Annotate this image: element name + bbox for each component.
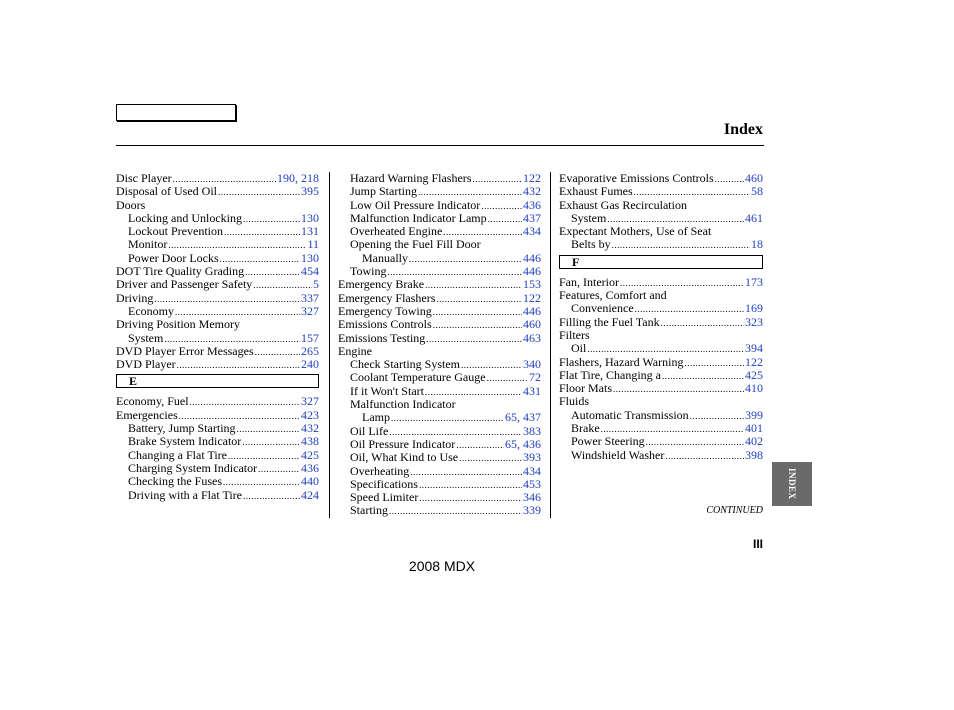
index-entry [116, 265, 319, 278]
page-link[interactable]: 436 [301, 460, 319, 475]
page-link[interactable]: 173 [745, 274, 763, 289]
leader-dots [436, 293, 522, 306]
page-link[interactable]: 18 [751, 237, 763, 252]
leader-dots [433, 306, 522, 319]
page-link[interactable]: 11 [307, 237, 319, 252]
index-entry [116, 489, 319, 502]
page-link[interactable]: 190, 218 [277, 171, 319, 185]
entry-text: Hazard Warning Flashers [350, 171, 472, 185]
section-header: F [559, 255, 763, 269]
page-link[interactable]: 463 [523, 330, 541, 345]
index-entry [338, 504, 541, 517]
page-link[interactable]: 393 [523, 450, 541, 465]
entry-text: Power Steering [571, 434, 645, 449]
index-entry [559, 409, 763, 422]
index-entry [338, 451, 541, 464]
leader-dots [258, 463, 300, 476]
entry-text: Automatic Transmission [571, 407, 689, 422]
entry-text: Flashers, Hazard Warning [559, 354, 684, 369]
index-entry [338, 398, 541, 411]
index-entry [338, 425, 541, 438]
index-entry [559, 329, 763, 342]
page-link[interactable]: 446 [523, 264, 541, 279]
leader-dots [190, 396, 300, 409]
index-entry [116, 278, 319, 291]
index-entry [559, 369, 763, 382]
entry-text: Oil Pressure Indicator [350, 436, 456, 451]
entry-text: Fan, Interior [559, 274, 619, 289]
entry-text: Locking and Unlocking [128, 210, 242, 225]
entry-text: Starting [350, 503, 388, 518]
index-column-1 [116, 172, 319, 502]
entry-text: Manually [362, 250, 408, 265]
index-entry [559, 276, 763, 289]
page-link[interactable]: 131 [301, 224, 319, 239]
index-entry [338, 305, 541, 318]
entry-text: Overheated Engine [350, 224, 443, 239]
page-link[interactable]: 65, 436 [505, 436, 541, 451]
entry-text: Features, Comfort and [559, 288, 667, 303]
page-link[interactable]: 72 [529, 370, 541, 385]
entry-text: DVD Player [116, 357, 176, 372]
entry-text: Oil, What Kind to Use [350, 450, 459, 465]
page-link[interactable]: 157 [301, 330, 319, 345]
index-entry [559, 172, 763, 185]
entry-text: Low Oil Pressure Indicator [350, 197, 481, 212]
index-entry [338, 385, 541, 398]
entry-text: Economy, Fuel [116, 394, 189, 409]
index-entry [559, 212, 763, 225]
leader-dots [487, 372, 528, 385]
index-entry [338, 172, 541, 185]
leader-dots [410, 466, 522, 479]
page-link[interactable]: 440 [301, 474, 319, 489]
page-link[interactable]: 461 [745, 210, 763, 225]
page-link[interactable]: 424 [301, 487, 319, 502]
entry-text: Monitor [128, 237, 168, 252]
entry-text: Checking the Fuses [128, 474, 222, 489]
entry-text: Emissions Controls [338, 317, 432, 332]
index-entry [116, 212, 319, 225]
leader-dots [243, 213, 300, 226]
entry-text: Brake System Indicator [128, 434, 242, 449]
footer-model: 2008 MDX [408, 558, 476, 574]
index-entry [559, 302, 763, 315]
entry-text: Coolant Temperature Gauge [350, 370, 486, 385]
entry-text: Battery, Jump Starting [128, 421, 236, 436]
index-entry [338, 345, 541, 358]
leader-dots [426, 333, 522, 346]
leader-dots [243, 490, 300, 503]
page-link[interactable]: 434 [523, 463, 541, 478]
leader-dots [456, 439, 504, 452]
entry-text: Emergency Towing [338, 303, 432, 318]
index-entry [559, 342, 763, 355]
entry-text: Lamp [362, 410, 390, 425]
index-entry [338, 278, 541, 291]
index-side-tab[interactable] [772, 462, 812, 506]
page-link[interactable]: 5 [313, 277, 319, 292]
page-link[interactable]: 438 [301, 434, 319, 449]
entry-text: DVD Player Error Messages [116, 343, 254, 358]
index-entry [116, 475, 319, 488]
entry-text: System [128, 330, 164, 345]
entry-text: Disc Player [116, 171, 172, 185]
entry-text: Doors [116, 197, 146, 212]
entry-text: Driver and Passenger Safety [116, 277, 253, 292]
index-entry [116, 185, 319, 198]
page-link[interactable]: 240 [301, 357, 319, 372]
leader-dots [255, 346, 300, 359]
page-link[interactable]: 446 [523, 303, 541, 318]
index-entry [116, 435, 319, 448]
page-link[interactable]: 453 [523, 476, 541, 491]
entry-text: Power Door Locks [128, 250, 219, 265]
page-link[interactable]: 327 [301, 394, 319, 409]
index-entry [559, 356, 763, 369]
leader-dots [472, 173, 522, 186]
index-entry [116, 409, 319, 422]
index-entry [559, 382, 763, 395]
leader-dots [459, 452, 522, 465]
leader-dots [613, 383, 744, 396]
index-entry [116, 462, 319, 475]
leader-dots [154, 293, 300, 306]
page-link[interactable]: 153 [523, 277, 541, 292]
leader-dots [488, 213, 522, 226]
page-link[interactable]: 169 [745, 301, 763, 316]
entry-text: Check Starting System [350, 357, 460, 372]
column-divider-2 [550, 172, 551, 518]
index-entry [116, 395, 319, 408]
page-link[interactable]: 327 [301, 303, 319, 318]
entry-text: Belts by [571, 237, 611, 252]
page-link[interactable]: 130 [301, 210, 319, 225]
index-entry [338, 465, 541, 478]
entry-text: Driving with a Flat Tire [128, 487, 243, 502]
leader-dots [425, 279, 522, 292]
entry-text: Windshield Washer [571, 447, 665, 462]
index-entry [338, 199, 541, 212]
entry-text: Towing [350, 264, 387, 279]
page-link[interactable]: 454 [301, 264, 319, 279]
page-link[interactable]: 460 [523, 317, 541, 332]
index-entry [338, 478, 541, 491]
entry-text: DOT Tire Quality Grading [116, 264, 245, 279]
leader-dots [224, 226, 300, 239]
index-entry [559, 449, 763, 462]
index-entry [338, 371, 541, 384]
entry-text: Emergency Brake [338, 277, 425, 292]
index-entry [116, 345, 319, 358]
entry-text: Overheating [350, 463, 410, 478]
index-entry [116, 225, 319, 238]
index-entry [559, 435, 763, 448]
entry-text: Exhaust Gas Recirculation [559, 197, 687, 212]
entry-text: Malfunction Indicator [350, 397, 456, 412]
page-link[interactable]: 436 [523, 197, 541, 212]
index-entry [116, 238, 319, 251]
entry-text: Speed Limiter [350, 490, 419, 505]
page-link[interactable]: 410 [745, 381, 763, 396]
index-entry [338, 292, 541, 305]
index-entry [338, 358, 541, 371]
leader-dots [690, 410, 744, 423]
leader-dots [245, 266, 300, 279]
index-entry [559, 316, 763, 329]
index-entry [559, 395, 763, 408]
leader-dots [419, 479, 522, 492]
page-link[interactable]: 425 [745, 367, 763, 382]
page-link[interactable]: 402 [745, 434, 763, 449]
page-link[interactable]: 265 [301, 343, 319, 358]
entry-text: Floor Mats [559, 381, 613, 396]
entry-text: Filling the Fuel Tank [559, 314, 660, 329]
entry-text: Driving [116, 290, 154, 305]
leader-dots [662, 370, 744, 383]
index-entry [338, 318, 541, 331]
leader-dots [612, 239, 750, 252]
index-entry [338, 185, 541, 198]
leader-dots [684, 357, 744, 370]
entry-text: Expectant Mothers, Use of Seat [559, 224, 712, 239]
entry-text: Specifications [350, 476, 418, 491]
page-link[interactable]: 122 [745, 354, 763, 369]
continued-label: CONTINUED [706, 505, 763, 516]
index-entry [116, 449, 319, 462]
index-column-2 [338, 172, 541, 518]
entry-text: Economy [128, 303, 174, 318]
index-entry [338, 332, 541, 345]
leader-dots [177, 359, 300, 372]
page-link[interactable]: 394 [745, 341, 763, 356]
page-link[interactable]: 423 [301, 407, 319, 422]
page-link[interactable]: 401 [745, 421, 763, 436]
leader-dots [242, 436, 300, 449]
page-link[interactable]: 432 [523, 184, 541, 199]
index-entry [116, 422, 319, 435]
index-entry [116, 172, 319, 185]
entry-text: Lockout Prevention [128, 224, 223, 239]
index-entry [116, 199, 319, 212]
index-entry [116, 252, 319, 265]
index-entry [338, 411, 541, 424]
leader-dots [389, 505, 522, 518]
index-entry [559, 185, 763, 198]
index-entry [116, 305, 319, 318]
index-entry [116, 332, 319, 345]
entry-text: Driving Position Memory [116, 317, 241, 332]
page-link[interactable]: 130 [301, 250, 319, 265]
column-divider-1 [329, 172, 330, 518]
entry-text: System [571, 210, 607, 225]
leader-dots [391, 412, 504, 425]
index-entry [559, 422, 763, 435]
index-entry [116, 318, 319, 331]
leader-dots [409, 253, 522, 266]
page-link[interactable]: 431 [523, 383, 541, 398]
page-link[interactable]: 432 [301, 421, 319, 436]
entry-text: Brake [571, 421, 600, 436]
index-entry [338, 491, 541, 504]
entry-text: Exhaust Fumes [559, 184, 633, 199]
page-link[interactable]: 337 [301, 290, 319, 305]
page-link[interactable]: 346 [523, 490, 541, 505]
section-header: E [116, 374, 319, 388]
index-entry [338, 252, 541, 265]
entry-text: Disposal of Used Oil [116, 184, 217, 199]
entry-text: Evaporative Emissions Controls [559, 171, 714, 185]
leader-dots [237, 423, 300, 436]
leader-dots [661, 317, 744, 330]
entry-text: Flat Tire, Changing a [559, 367, 662, 382]
page-link[interactable]: 425 [301, 447, 319, 462]
entry-text: Jump Starting [350, 184, 418, 199]
page-link[interactable]: 398 [745, 447, 763, 462]
entry-text: Oil [571, 341, 587, 356]
index-entry [116, 358, 319, 371]
page-link[interactable]: 58 [751, 184, 763, 199]
index-entry [559, 225, 763, 238]
index-entry [338, 225, 541, 238]
page-link[interactable]: 339 [523, 503, 541, 518]
index-entry [116, 292, 319, 305]
entry-text: Opening the Fuel Fill Door [350, 237, 481, 252]
leader-dots [433, 319, 522, 332]
page-link[interactable]: 383 [523, 423, 541, 438]
entry-text: Charging System Indicator [128, 460, 258, 475]
index-entry [559, 199, 763, 212]
index-entry [559, 238, 763, 251]
page-link[interactable]: 122 [523, 171, 541, 185]
page-link[interactable]: 399 [745, 407, 763, 422]
page-link[interactable]: 437 [523, 210, 541, 225]
page-link[interactable]: 65, 437 [505, 410, 541, 425]
page-number: III [752, 537, 763, 551]
entry-text: Filters [559, 327, 590, 342]
index-entry [338, 238, 541, 251]
index-entry [338, 265, 541, 278]
entry-text: Emergency Flashers [338, 290, 436, 305]
entry-text: Malfunction Indicator Lamp [350, 210, 487, 225]
entry-text: Convenience [571, 301, 634, 316]
leader-dots [419, 492, 522, 505]
entry-text: If it Won't Start [350, 383, 424, 398]
page-link[interactable]: 446 [523, 250, 541, 265]
page-link[interactable]: 395 [301, 184, 319, 199]
leader-dots [218, 186, 300, 199]
page-link[interactable]: 122 [523, 290, 541, 305]
entry-text: Oil Life [350, 423, 389, 438]
page-title: Index [723, 121, 763, 138]
leader-dots [481, 200, 522, 213]
page-link[interactable]: 340 [523, 357, 541, 372]
index-column-3 [559, 172, 763, 462]
leader-dots [665, 450, 744, 463]
side-tab-label: INDEX [787, 468, 797, 500]
page-link[interactable]: 460 [745, 171, 763, 185]
header-rule [116, 145, 764, 146]
index-entry [338, 438, 541, 451]
page-link[interactable]: 323 [745, 314, 763, 329]
page-link[interactable]: 434 [523, 224, 541, 239]
entry-text: Emissions Testing [338, 330, 426, 345]
entry-text: Engine [338, 343, 372, 358]
entry-text: Emergencies [116, 407, 178, 422]
entry-text: Fluids [559, 394, 590, 409]
entry-text: Changing a Flat Tire [128, 447, 228, 462]
index-entry [338, 212, 541, 225]
leader-dots [715, 173, 744, 186]
index-entry [559, 289, 763, 302]
header-box [116, 104, 236, 121]
